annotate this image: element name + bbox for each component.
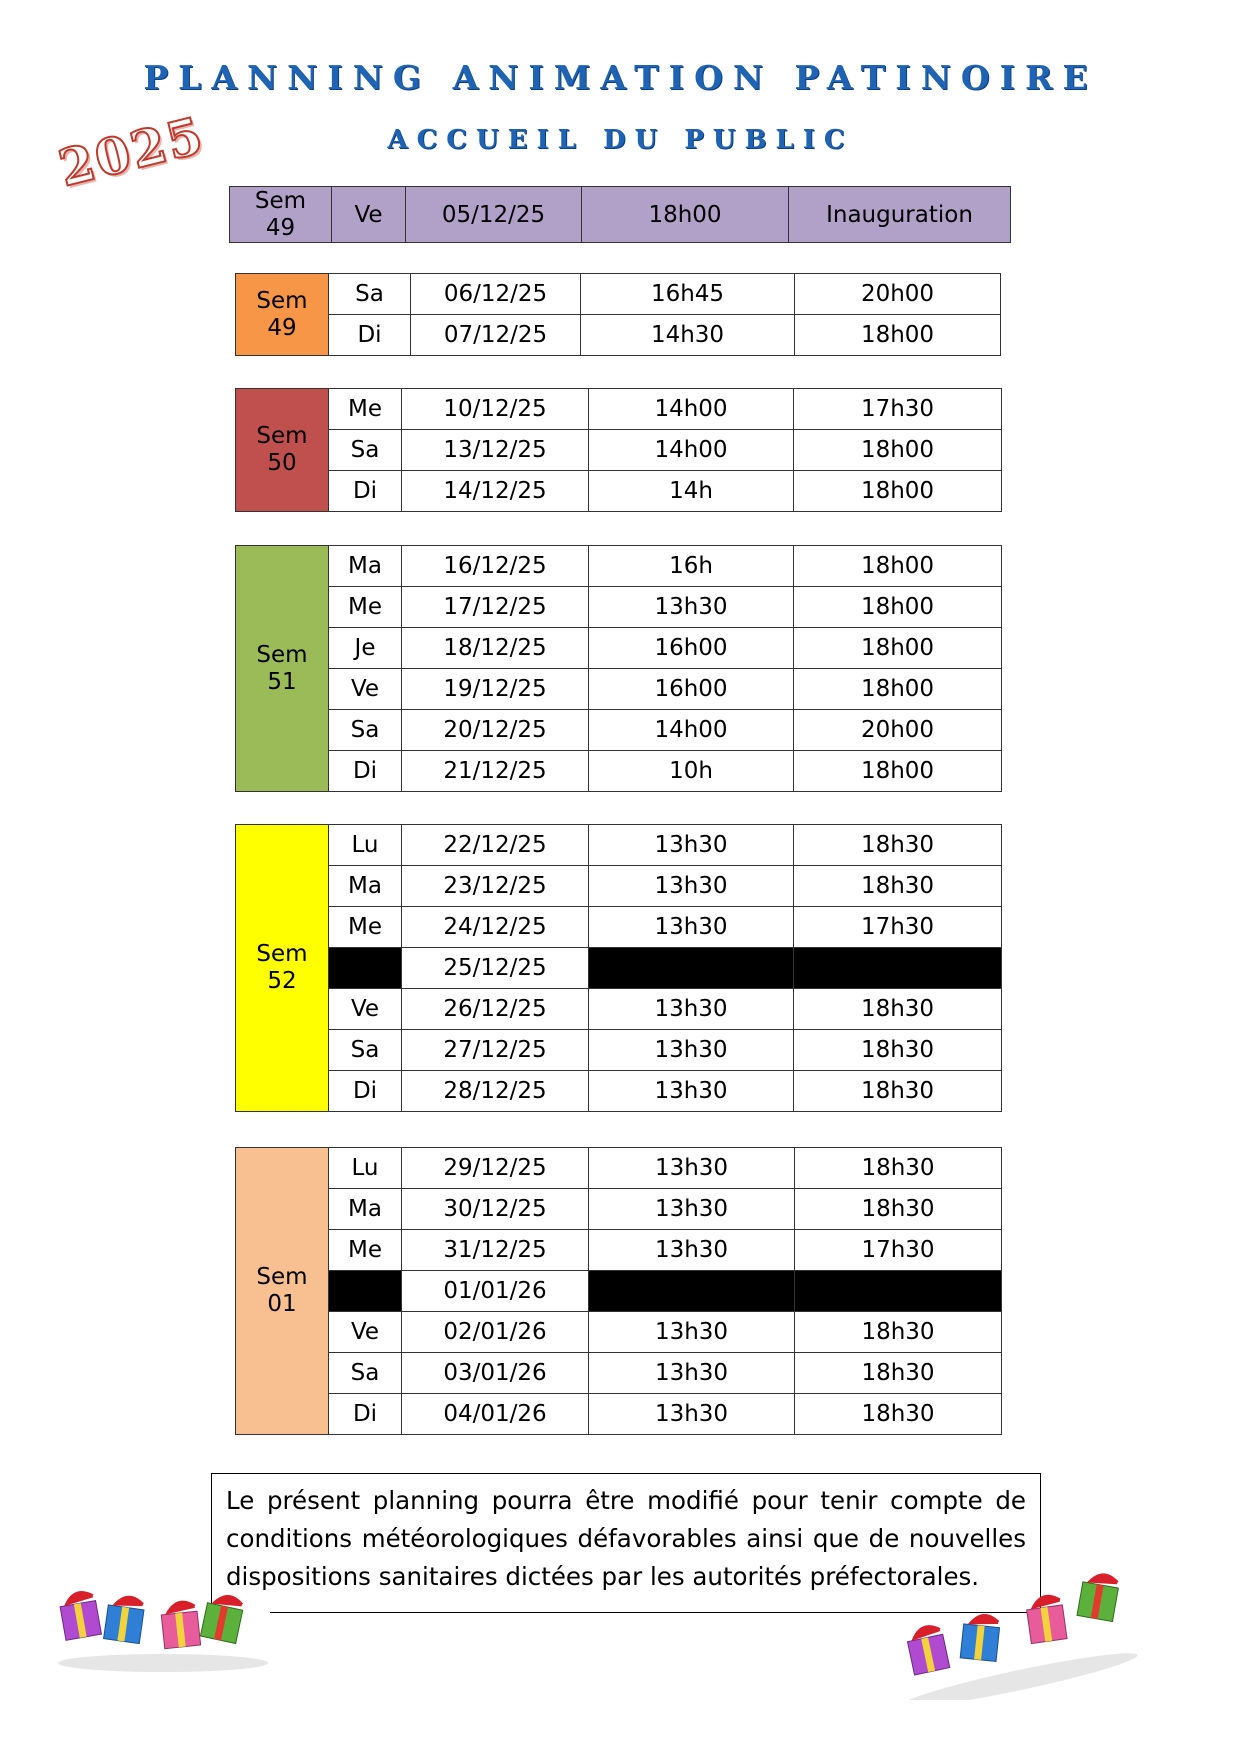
end-time-cell: 18h00 (794, 471, 1002, 512)
end-time-cell: 17h30 (795, 1230, 1002, 1271)
inauguration-table (229, 186, 1011, 243)
date-cell: 31/12/25 (402, 1230, 589, 1271)
end-time-cell: 18h00 (794, 430, 1002, 471)
end-time-cell: 18h00 (794, 669, 1002, 710)
day-cell: Ma (329, 546, 402, 587)
date-cell: 18/12/25 (402, 628, 589, 669)
start-time-cell: 13h30 (589, 1394, 795, 1435)
date-cell: 21/12/25 (402, 751, 589, 792)
end-time-cell: 18h00 (794, 546, 1002, 587)
table-row (236, 825, 1002, 866)
table-row (236, 710, 1002, 751)
week-cell: Sem 01 (236, 1148, 329, 1435)
end-time-cell: 18h30 (795, 1148, 1002, 1189)
day-cell: Je (329, 628, 402, 669)
start-time-cell: 13h30 (589, 587, 794, 628)
day-cell: Me (329, 1230, 402, 1271)
day-cell: Ve (329, 1312, 402, 1353)
week-table (235, 824, 1002, 1112)
day-cell: Sa (329, 430, 402, 471)
date-cell: 28/12/25 (402, 1071, 589, 1112)
date-cell: 22/12/25 (402, 825, 589, 866)
start-time-cell: 13h30 (589, 866, 794, 907)
page-title: PLANNING ANIMATION PATINOIRE (143, 58, 1098, 97)
table-row (236, 1394, 1002, 1435)
start-time-cell: 13h30 (589, 907, 794, 948)
table-row (236, 907, 1002, 948)
date-cell: 30/12/25 (402, 1189, 589, 1230)
start-time-cell: 10h (589, 751, 794, 792)
date-cell: 17/12/25 (402, 587, 589, 628)
end-time-cell: 18h00 (795, 315, 1001, 356)
date-cell: 26/12/25 (402, 989, 589, 1030)
date-cell: 27/12/25 (402, 1030, 589, 1071)
end-time-cell: 18h00 (794, 587, 1002, 628)
start-time-cell: 14h (589, 471, 794, 512)
day-cell: Di (329, 1071, 402, 1112)
day-cell: Di (329, 315, 411, 356)
start-time-cell: 14h00 (589, 389, 794, 430)
day-cell: Me (329, 907, 402, 948)
end-time-cell: 17h30 (794, 389, 1002, 430)
end-time-cell: 18h30 (795, 1312, 1002, 1353)
start-time-cell: 13h30 (589, 1030, 794, 1071)
table-row (236, 866, 1002, 907)
table-row (236, 751, 1002, 792)
date-cell: 16/12/25 (402, 546, 589, 587)
week-table (235, 388, 1002, 512)
table-row (236, 315, 1001, 356)
day-cell: Ma (329, 866, 402, 907)
end-time-cell: 18h30 (795, 1189, 1002, 1230)
end-time-cell: 17h30 (794, 907, 1002, 948)
date-cell: 29/12/25 (402, 1148, 589, 1189)
start-time-cell: 13h30 (589, 1230, 795, 1271)
day-cell: Me (329, 587, 402, 628)
day-cell: Di (329, 751, 402, 792)
table-row (236, 430, 1002, 471)
start-time-cell: 13h30 (589, 1071, 794, 1112)
table-row (236, 948, 1002, 989)
end-time-cell: 18h00 (794, 628, 1002, 669)
date-cell: 24/12/25 (402, 907, 589, 948)
end-time-cell: 18h30 (794, 989, 1002, 1030)
end-time-cell: 18h00 (794, 751, 1002, 792)
date-cell: 04/01/26 (402, 1394, 589, 1435)
page-subtitle: ACCUEIL DU PUBLIC (387, 125, 854, 155)
table-row (236, 471, 1002, 512)
date-cell: 06/12/25 (411, 274, 581, 315)
start-time-cell: 13h30 (589, 1148, 795, 1189)
end-time-cell: 18h30 (794, 866, 1002, 907)
end-time-cell: 18h30 (794, 1071, 1002, 1112)
table-row (236, 389, 1002, 430)
start-time-cell: 13h30 (589, 825, 794, 866)
day-cell: Sa (329, 274, 411, 315)
start-time-cell (589, 1271, 795, 1312)
start-time-cell: 16h00 (589, 669, 794, 710)
day-cell: Lu (329, 1148, 402, 1189)
start-time-cell: 13h30 (589, 1189, 795, 1230)
table-row (236, 1071, 1002, 1112)
end-time-cell (794, 948, 1002, 989)
day-cell: Ve (329, 989, 402, 1030)
day-cell (329, 948, 402, 989)
start-time-cell: 16h00 (589, 628, 794, 669)
table-row (236, 1148, 1002, 1189)
start-time-cell: 13h30 (589, 1353, 795, 1394)
date-cell: 13/12/25 (402, 430, 589, 471)
table-row (236, 587, 1002, 628)
day-cell (329, 1271, 402, 1312)
date-cell: 03/01/26 (402, 1353, 589, 1394)
end-time-cell: 18h30 (795, 1394, 1002, 1435)
week-cell: Sem 49 (230, 187, 332, 243)
end-time-cell: 18h30 (794, 1030, 1002, 1071)
table-row (236, 274, 1001, 315)
day-cell: Sa (329, 1353, 402, 1394)
inauguration-row (230, 187, 1011, 243)
day-cell: Di (329, 471, 402, 512)
date-cell: 01/01/26 (402, 1271, 589, 1312)
disclaimer-note: Le présent planning pourra être modifié pour tenir compte de conditions météorologiques défavorables ainsi que de nouvelles dispositions sanitaires dictées par les autorités préfectorales. (211, 1473, 1041, 1613)
date-cell: 25/12/25 (402, 948, 589, 989)
table-row (236, 1353, 1002, 1394)
start-time-cell: 14h30 (581, 315, 795, 356)
start-time-cell (589, 948, 794, 989)
date-cell: 07/12/25 (411, 315, 581, 356)
start-time-cell: 13h30 (589, 1312, 795, 1353)
week-cell: Sem 52 (236, 825, 329, 1112)
gift-characters-left-icon (48, 1555, 278, 1675)
table-row (236, 1189, 1002, 1230)
day-cell: Sa (329, 1030, 402, 1071)
end-time-cell: 20h00 (794, 710, 1002, 751)
gift-characters-right-icon (890, 1540, 1160, 1700)
week-table (235, 1147, 1002, 1435)
start-time-cell: 13h30 (589, 989, 794, 1030)
week-cell: Sem 51 (236, 546, 329, 792)
start-time-cell: 14h00 (589, 430, 794, 471)
table-row (236, 628, 1002, 669)
date-cell: 23/12/25 (402, 866, 589, 907)
date-cell: 20/12/25 (402, 710, 589, 751)
week-table (235, 545, 1002, 792)
day-cell: Di (329, 1394, 402, 1435)
date-cell: 02/01/26 (402, 1312, 589, 1353)
year-label: 2025 (53, 105, 211, 198)
start-time-cell: 16h (589, 546, 794, 587)
week-cell: Sem 50 (236, 389, 329, 512)
date-cell: 10/12/25 (402, 389, 589, 430)
date-cell: 14/12/25 (402, 471, 589, 512)
day-cell: Me (329, 389, 402, 430)
day-cell: Ve (332, 187, 406, 243)
start-time-cell: 14h00 (589, 710, 794, 751)
day-cell: Ma (329, 1189, 402, 1230)
table-row (236, 1030, 1002, 1071)
week-table (235, 273, 1001, 356)
table-row (236, 1312, 1002, 1353)
day-cell: Sa (329, 710, 402, 751)
week-cell: Sem 49 (236, 274, 329, 356)
table-row (236, 989, 1002, 1030)
table-row (236, 1271, 1002, 1312)
start-time-cell: 16h45 (581, 274, 795, 315)
day-cell: Ve (329, 669, 402, 710)
end-time-cell (795, 1271, 1002, 1312)
table-row (236, 546, 1002, 587)
day-cell: Lu (329, 825, 402, 866)
time-cell: 18h00 (582, 187, 789, 243)
date-cell: 05/12/25 (406, 187, 582, 243)
end-time-cell: 20h00 (795, 274, 1001, 315)
table-row (236, 1230, 1002, 1271)
end-time-cell: 18h30 (794, 825, 1002, 866)
date-cell: 19/12/25 (402, 669, 589, 710)
table-row (236, 669, 1002, 710)
event-label: Inauguration (789, 187, 1011, 243)
end-time-cell: 18h30 (795, 1353, 1002, 1394)
